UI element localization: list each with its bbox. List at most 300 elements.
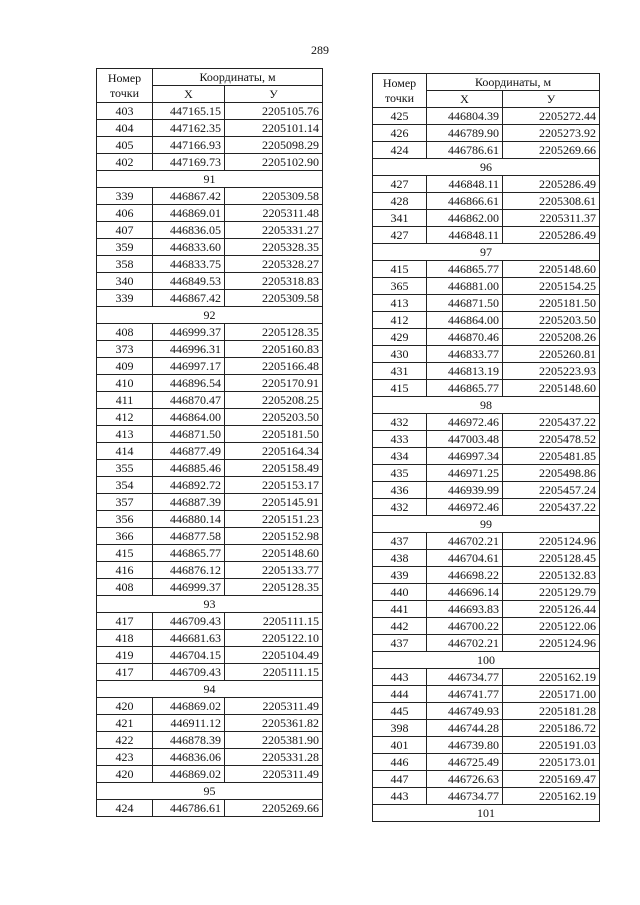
coord-y: 2205102.90 (225, 154, 323, 171)
coord-y: 2205437.22 (503, 414, 600, 431)
coord-y: 2205203.50 (225, 409, 323, 426)
coord-x: 446972.46 (427, 414, 503, 431)
table-row (97, 290, 323, 307)
coord-x: 446971.25 (427, 465, 503, 482)
coord-y: 2205166.48 (225, 358, 323, 375)
coord-x: 446885.46 (153, 460, 225, 477)
table-row (373, 108, 600, 125)
table-row (373, 142, 600, 159)
coord-y: 2205148.60 (503, 380, 600, 397)
coord-y: 2205152.98 (225, 528, 323, 545)
table-row (373, 346, 600, 363)
table-row (97, 511, 323, 528)
point-number: 357 (97, 494, 153, 511)
coord-y: 2205273.92 (503, 125, 600, 142)
table-row (97, 222, 323, 239)
coord-x: 446849.53 (153, 273, 225, 290)
table-row (97, 392, 323, 409)
table-row (373, 533, 600, 550)
table-row (373, 448, 600, 465)
coord-x: 446997.17 (153, 358, 225, 375)
table-row (97, 324, 323, 341)
point-number: 426 (373, 125, 427, 142)
coord-x: 446871.50 (153, 426, 225, 443)
table-row (373, 312, 600, 329)
group-header-row (97, 307, 323, 324)
coord-x: 446865.77 (427, 380, 503, 397)
point-number: 411 (97, 392, 153, 409)
point-number: 445 (373, 703, 427, 720)
table-row (373, 278, 600, 295)
group-number: 92 (97, 307, 323, 324)
coord-y: 2205328.27 (225, 256, 323, 273)
point-number: 402 (97, 154, 153, 171)
coord-y: 2205311.48 (225, 205, 323, 222)
coord-y: 2205437.22 (503, 499, 600, 516)
group-number: 98 (373, 397, 600, 414)
coord-x: 446876.12 (153, 562, 225, 579)
point-number: 366 (97, 528, 153, 545)
point-number: 436 (373, 482, 427, 499)
point-number: 408 (97, 324, 153, 341)
point-number: 403 (97, 103, 153, 120)
coord-y: 2205132.83 (503, 567, 600, 584)
coord-y: 2205122.06 (503, 618, 600, 635)
table-row (97, 647, 323, 664)
coord-y: 2205111.15 (225, 613, 323, 630)
table-row (97, 443, 323, 460)
table-body-right (373, 108, 600, 822)
coord-y: 2205381.90 (225, 732, 323, 749)
coord-y: 2205098.29 (225, 137, 323, 154)
coord-x: 446700.22 (427, 618, 503, 635)
coord-y: 2205208.25 (225, 392, 323, 409)
point-number: 422 (97, 732, 153, 749)
table-row (373, 261, 600, 278)
coord-x: 446848.11 (427, 176, 503, 193)
point-number: 415 (373, 261, 427, 278)
point-number: 437 (373, 533, 427, 550)
coord-x: 446681.63 (153, 630, 225, 647)
table-row (97, 358, 323, 375)
table-row (373, 550, 600, 567)
group-number: 93 (97, 596, 323, 613)
coord-x: 446726.63 (427, 771, 503, 788)
table-row (373, 227, 600, 244)
coord-y: 2205361.82 (225, 715, 323, 732)
coord-y: 2205311.49 (225, 766, 323, 783)
table-row (373, 499, 600, 516)
coord-x: 446698.22 (427, 567, 503, 584)
table-row (97, 749, 323, 766)
coord-y: 2205148.60 (503, 261, 600, 278)
table-row (373, 210, 600, 227)
point-number: 447 (373, 771, 427, 788)
point-number: 418 (97, 630, 153, 647)
header-x: X (427, 91, 503, 108)
coord-x: 446869.02 (153, 766, 225, 783)
header-number-line1: Номер (107, 70, 142, 85)
point-number: 442 (373, 618, 427, 635)
table-row (97, 120, 323, 137)
point-number: 355 (97, 460, 153, 477)
coordinates-table-right (372, 73, 600, 822)
point-number: 438 (373, 550, 427, 567)
coord-y: 2205181.50 (225, 426, 323, 443)
coord-y: 2205162.19 (503, 669, 600, 686)
coord-x: 446867.42 (153, 188, 225, 205)
coord-x: 446836.06 (153, 749, 225, 766)
table-row (373, 601, 600, 618)
table-row (97, 409, 323, 426)
coord-y: 2205151.23 (225, 511, 323, 528)
table-row (373, 567, 600, 584)
table-row (97, 460, 323, 477)
table-row (97, 256, 323, 273)
table-body-left (97, 103, 323, 817)
table-row (373, 635, 600, 652)
coord-x: 446996.31 (153, 341, 225, 358)
group-number: 97 (373, 244, 600, 261)
group-number: 94 (97, 681, 323, 698)
point-number: 427 (373, 176, 427, 193)
point-number: 443 (373, 788, 427, 805)
point-number: 405 (97, 137, 153, 154)
coord-y: 2205203.50 (503, 312, 600, 329)
table-row (373, 584, 600, 601)
group-header-row (373, 516, 600, 533)
page-number: 289 (311, 43, 329, 57)
coord-y: 2205309.58 (225, 188, 323, 205)
coord-y: 2205478.52 (503, 431, 600, 448)
coord-y: 2205311.49 (225, 698, 323, 715)
coord-y: 2205457.24 (503, 482, 600, 499)
coord-y: 2205286.49 (503, 176, 600, 193)
table-row (97, 494, 323, 511)
coord-y: 2205164.34 (225, 443, 323, 460)
coord-x: 446869.02 (153, 698, 225, 715)
group-number: 95 (97, 783, 323, 800)
coord-y: 2205173.01 (503, 754, 600, 771)
coord-x: 446789.90 (427, 125, 503, 142)
coord-x: 446869.01 (153, 205, 225, 222)
table-row (97, 205, 323, 222)
coord-y: 2205260.81 (503, 346, 600, 363)
coord-x: 446867.42 (153, 290, 225, 307)
table-row (373, 295, 600, 312)
point-number: 415 (373, 380, 427, 397)
coord-y: 2205269.66 (503, 142, 600, 159)
point-number: 432 (373, 499, 427, 516)
coord-x: 446739.80 (427, 737, 503, 754)
group-header-row (97, 681, 323, 698)
point-number: 421 (97, 715, 153, 732)
group-number: 91 (97, 171, 323, 188)
coord-y: 2205331.27 (225, 222, 323, 239)
group-header-row (373, 397, 600, 414)
header-number-line1: Номер (382, 75, 417, 90)
point-number: 420 (97, 698, 153, 715)
coord-x: 446833.60 (153, 239, 225, 256)
coord-x: 446866.61 (427, 193, 503, 210)
coord-x: 446813.19 (427, 363, 503, 380)
point-number: 341 (373, 210, 427, 227)
group-header-row (373, 805, 600, 822)
point-number: 425 (373, 108, 427, 125)
table-row (97, 239, 323, 256)
point-number: 419 (97, 647, 153, 664)
point-number: 424 (373, 142, 427, 159)
point-number: 439 (373, 567, 427, 584)
table-row (97, 188, 323, 205)
table-row (97, 375, 323, 392)
coord-y: 2205128.45 (503, 550, 600, 567)
point-number: 417 (97, 613, 153, 630)
coord-x: 446786.61 (153, 800, 225, 817)
table-row (373, 703, 600, 720)
coord-y: 2205104.49 (225, 647, 323, 664)
coord-x: 446870.47 (153, 392, 225, 409)
coord-y: 2205154.25 (503, 278, 600, 295)
table-row (373, 618, 600, 635)
coord-x: 446877.49 (153, 443, 225, 460)
coord-x: 446878.39 (153, 732, 225, 749)
point-number: 440 (373, 584, 427, 601)
group-header-row (373, 244, 600, 261)
coord-x: 446833.77 (427, 346, 503, 363)
coord-x: 446833.75 (153, 256, 225, 273)
table-row (97, 562, 323, 579)
table-row (97, 341, 323, 358)
header-coordinates: Координаты, м (427, 74, 600, 91)
coord-x: 446709.43 (153, 664, 225, 681)
coord-y: 2205124.96 (503, 533, 600, 550)
point-number: 415 (97, 545, 153, 562)
coord-x: 446999.37 (153, 579, 225, 596)
coord-y: 2205158.49 (225, 460, 323, 477)
coord-x: 446848.11 (427, 227, 503, 244)
coord-y: 2205181.28 (503, 703, 600, 720)
point-number: 434 (373, 448, 427, 465)
point-number: 358 (97, 256, 153, 273)
group-header-row (97, 171, 323, 188)
table-row (97, 698, 323, 715)
coord-y: 2205186.72 (503, 720, 600, 737)
table-row (97, 103, 323, 120)
header-y: У (503, 91, 600, 108)
point-number: 431 (373, 363, 427, 380)
table-row (97, 579, 323, 596)
coord-y: 2205171.00 (503, 686, 600, 703)
table-row (373, 363, 600, 380)
coord-y: 2205481.85 (503, 448, 600, 465)
point-number: 413 (373, 295, 427, 312)
coord-x: 446704.61 (427, 550, 503, 567)
coord-y: 2205286.49 (503, 227, 600, 244)
coord-y: 2205160.83 (225, 341, 323, 358)
table-row (97, 766, 323, 783)
point-number: 429 (373, 329, 427, 346)
coord-x: 447162.35 (153, 120, 225, 137)
point-number: 409 (97, 358, 153, 375)
coord-y: 2205272.44 (503, 108, 600, 125)
coord-y: 2205331.28 (225, 749, 323, 766)
coord-x: 447169.73 (153, 154, 225, 171)
header-coordinates: Координаты, м (153, 69, 323, 86)
coord-x: 446999.37 (153, 324, 225, 341)
point-number: 365 (373, 278, 427, 295)
coord-x: 446704.15 (153, 647, 225, 664)
coord-y: 2205498.86 (503, 465, 600, 482)
coord-x: 446896.54 (153, 375, 225, 392)
point-number: 441 (373, 601, 427, 618)
coord-y: 2205191.03 (503, 737, 600, 754)
coord-x: 446864.00 (153, 409, 225, 426)
coord-x: 446865.77 (153, 545, 225, 562)
point-number: 424 (97, 800, 153, 817)
point-number: 354 (97, 477, 153, 494)
coord-y: 2205124.96 (503, 635, 600, 652)
coord-y: 2205162.19 (503, 788, 600, 805)
table-row (373, 482, 600, 499)
coord-x: 446997.34 (427, 448, 503, 465)
group-number: 101 (373, 805, 600, 822)
table-row (373, 720, 600, 737)
coord-x: 446911.12 (153, 715, 225, 732)
group-number: 99 (373, 516, 600, 533)
point-number: 430 (373, 346, 427, 363)
coord-x: 446749.93 (427, 703, 503, 720)
table-row (373, 754, 600, 771)
coord-y: 2205208.26 (503, 329, 600, 346)
coord-y: 2205169.47 (503, 771, 600, 788)
header-number-line2: точки (384, 90, 415, 105)
coord-x: 446865.77 (427, 261, 503, 278)
table-row (97, 545, 323, 562)
coord-y: 2205105.76 (225, 103, 323, 120)
point-number: 416 (97, 562, 153, 579)
coord-x: 446864.00 (427, 312, 503, 329)
table-row (373, 788, 600, 805)
coord-y: 2205126.44 (503, 601, 600, 618)
coord-y: 2205181.50 (503, 295, 600, 312)
coord-x: 446887.39 (153, 494, 225, 511)
table-row (97, 630, 323, 647)
coord-y: 2205145.91 (225, 494, 323, 511)
point-number: 404 (97, 120, 153, 137)
point-number: 446 (373, 754, 427, 771)
table-row (97, 800, 323, 817)
coord-x: 446725.49 (427, 754, 503, 771)
point-number: 432 (373, 414, 427, 431)
point-number: 433 (373, 431, 427, 448)
coord-x: 446696.14 (427, 584, 503, 601)
header-point-number (97, 69, 153, 103)
point-number: 408 (97, 579, 153, 596)
table-row (97, 715, 323, 732)
table-row (373, 414, 600, 431)
point-number: 435 (373, 465, 427, 482)
point-number: 410 (97, 375, 153, 392)
coord-x: 446892.72 (153, 477, 225, 494)
point-number: 444 (373, 686, 427, 703)
header-y: У (225, 86, 323, 103)
coord-x: 446871.50 (427, 295, 503, 312)
table-row (97, 732, 323, 749)
table-row (373, 431, 600, 448)
coord-y: 2205133.77 (225, 562, 323, 579)
coord-x: 446734.77 (427, 669, 503, 686)
coord-y: 2205129.79 (503, 584, 600, 601)
point-number: 443 (373, 669, 427, 686)
table-row (373, 771, 600, 788)
coord-y: 2205318.83 (225, 273, 323, 290)
coord-x: 446702.21 (427, 635, 503, 652)
table-row (373, 737, 600, 754)
coord-x: 446836.05 (153, 222, 225, 239)
point-number: 437 (373, 635, 427, 652)
coord-y: 2205328.35 (225, 239, 323, 256)
table-row (373, 380, 600, 397)
coord-y: 2205308.61 (503, 193, 600, 210)
table-row (373, 686, 600, 703)
point-number: 414 (97, 443, 153, 460)
point-number: 339 (97, 290, 153, 307)
coord-x: 446939.99 (427, 482, 503, 499)
table-row (97, 477, 323, 494)
coord-x: 447003.48 (427, 431, 503, 448)
group-number: 96 (373, 159, 600, 176)
coord-y: 2205153.17 (225, 477, 323, 494)
point-number: 373 (97, 341, 153, 358)
coord-x: 447166.93 (153, 137, 225, 154)
coord-y: 2205122.10 (225, 630, 323, 647)
point-number: 406 (97, 205, 153, 222)
coord-x: 446880.14 (153, 511, 225, 528)
point-number: 340 (97, 273, 153, 290)
point-number: 417 (97, 664, 153, 681)
coord-x: 447165.15 (153, 103, 225, 120)
header-number-line2: точки (109, 85, 140, 100)
table-row (373, 465, 600, 482)
point-number: 412 (373, 312, 427, 329)
table-row (373, 193, 600, 210)
coord-y: 2205170.91 (225, 375, 323, 392)
coord-x: 446972.46 (427, 499, 503, 516)
coord-y: 2205101.14 (225, 120, 323, 137)
coord-x: 446862.00 (427, 210, 503, 227)
group-header-row (373, 652, 600, 669)
point-number: 407 (97, 222, 153, 239)
coord-x: 446881.00 (427, 278, 503, 295)
point-number: 356 (97, 511, 153, 528)
table-row (97, 664, 323, 681)
coord-y: 2205309.58 (225, 290, 323, 307)
coord-y: 2205223.93 (503, 363, 600, 380)
group-header-row (373, 159, 600, 176)
table-row (97, 613, 323, 630)
coord-x: 446709.43 (153, 613, 225, 630)
table-row (373, 329, 600, 346)
point-number: 412 (97, 409, 153, 426)
point-number: 427 (373, 227, 427, 244)
coord-x: 446744.28 (427, 720, 503, 737)
point-number: 423 (97, 749, 153, 766)
table-row (97, 154, 323, 171)
table-row (373, 125, 600, 142)
header-point-number (373, 74, 427, 108)
point-number: 428 (373, 193, 427, 210)
